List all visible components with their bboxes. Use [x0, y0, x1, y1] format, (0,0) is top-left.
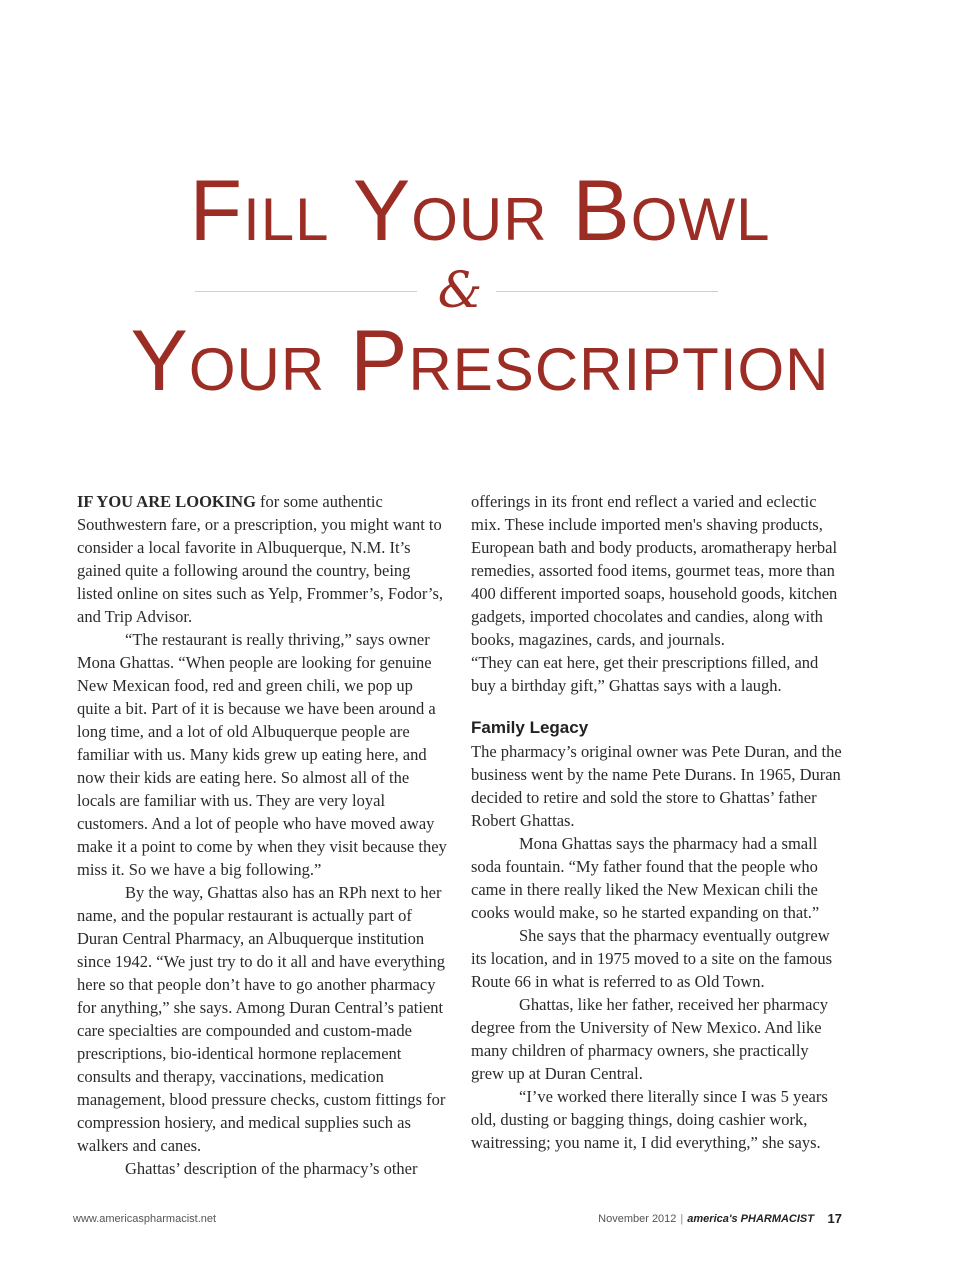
section-subhead: Family Legacy — [471, 718, 589, 737]
headline-line-1: Fill Your Bowl — [189, 163, 771, 259]
article-column-left — [77, 490, 447, 1180]
footer-url-link[interactable]: www.americaspharmacist.net — [73, 1213, 217, 1225]
paragraph: By the way, Ghattas also has an RPh next to her name, and the popular restaurant is actually part of Duran Central Pharmacy, an Albuquerque institution since 1942. “We just try to do it all and have everything here so that people don’t have to go another pharmacy for anything,” she says. Among Duran Central’s patient care specialties are compounded and custom-made prescriptions, bio-identical hormone replacement consults and therapy, vaccinations, medication management, blood pressure checks, custom fittings for compression hosiery, and medical supplies such as walkers and canes. — [77, 883, 446, 1155]
page-footer — [0, 1209, 960, 1229]
divider-rule-left — [195, 291, 417, 292]
footer-date: November 2012 — [598, 1213, 677, 1225]
paragraph: Mona Ghattas says the pharmacy had a small soda fountain. “My father found that the people who came in there really liked the New Mexican chili the cooks would make, so he started expanding on that.” — [471, 834, 820, 922]
page-number: 17 — [827, 1211, 842, 1226]
headline-ampersand: & — [437, 261, 483, 319]
paragraph-intro — [77, 490, 447, 628]
paragraph: “I’ve worked there literally since I was 5 years old, dusting or bagging things, doing cashier work, waitressing; you name it, I did everything,” she says. — [471, 1087, 828, 1152]
paragraph: “The restaurant is really thriving,” says owner Mona Ghattas. “When people are looking for genuine New Mexican food, red and green chili, we pop up quite a bit. Part of it is because we have been around a long time, and a lot of old Albuquerque people are familiar with us. Many kids grew up eating here, and now their kids are eating here. So almost all of the locals are familiar with us. They are very loyal customers. And a lot of people who have moved away make it a point to come by when they visit because they miss it. So we have a big following.” — [77, 630, 447, 879]
lead-in: IF YOU ARE LOOKING — [77, 492, 256, 511]
paragraph: Ghattas, like her father, received her pharmacy degree from the University of New Mexico. And like many children of pharmacy owners, she practically grew up at Duran Central. — [471, 995, 829, 1083]
paragraph: “They can eat here, get their prescriptions filled, and buy a birthday gift,” Ghattas says with a laugh. — [471, 653, 819, 695]
paragraph: She says that the pharmacy eventually outgrew its location, and in 1975 moved to a site on the famous Route 66 in what is referred to as Old Town. — [471, 926, 833, 991]
article-column-right — [471, 490, 843, 1154]
footer-magazine-logo: america's PHARMACIST — [687, 1213, 814, 1225]
paragraph: offerings in its front end reflect a varied and eclectic mix. These include imported men's shaving products, European bath and body products, aromatherapy herbal remedies, assorted food items, gourmet teas, more than 400 different imported soaps, household goods, kitchen gadgets, imported chocolates and candies, along with books, magazines, cards, and journals. — [471, 492, 838, 649]
footer-separator: | — [680, 1213, 684, 1225]
paragraph: Ghattas’ description of the pharmacy’s other — [125, 1159, 418, 1178]
divider-rule-right — [496, 291, 718, 292]
footer-issue — [598, 1209, 814, 1229]
paragraph: The pharmacy’s original owner was Pete Duran, and the business went by the name Pete Durans. In 1965, Duran decided to retire and sold the store to Ghattas’ father Robert Ghattas. — [471, 742, 842, 830]
headline-line-2: Your Prescription — [130, 313, 830, 409]
intro-text: for some authentic Southwestern fare, or a prescription, you might want to consider a local favorite in Albuquerque, N.M. It’s gained quite a following around the country, being listed online on sites such as Yelp, Frommer’s, Fodor’s, and Trip Advisor. — [77, 492, 444, 626]
